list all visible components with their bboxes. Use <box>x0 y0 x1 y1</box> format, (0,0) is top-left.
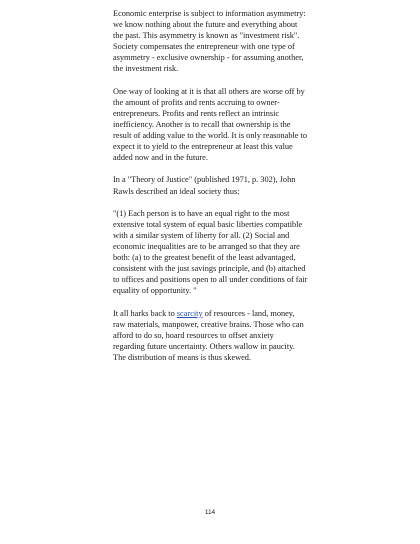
text-line: The distribution of means is thus skewed. <box>113 352 252 362</box>
text-line: with a similar system of liberty for all. (2) Social and <box>113 230 290 240</box>
text-line: added now and in the future. <box>113 153 208 163</box>
text-line: Economic enterprise is subject to information asymmetry: <box>113 9 306 18</box>
body-text <box>113 8 323 374</box>
text-line: extensive total system of equal basic liberties compatible <box>113 219 303 229</box>
text-line: both: (a) to the greatest benefit of the least advantaged, <box>113 253 296 263</box>
text-line: asymmetry - exclusive ownership - for assuming another, <box>113 53 304 63</box>
text-fragment: of resources - land, money, <box>202 308 295 318</box>
text-line: inefficiency. Another is to recall that ownership is the <box>113 119 291 129</box>
text-line: consistent with the just savings principle, and (b) attached <box>113 264 306 274</box>
text-line: regarding future uncertainty. Others wallow in paucity. <box>113 341 295 351</box>
text-line: economic inequalities are to be arranged so that they are <box>113 241 300 251</box>
text-line: result of adding value to the world. It is only reasonable to <box>113 131 308 141</box>
page-number: 114 <box>204 509 216 516</box>
text-line: raw materials, manpower, creative brains. Those who can <box>113 319 304 329</box>
paragraph-information-asymmetry <box>113 8 323 75</box>
text-line: the investment risk. <box>113 64 179 74</box>
text-line: equality of opportunity. " <box>113 286 197 296</box>
text-line: entrepreneurs. Profits and rents reflect an intrinsic <box>113 108 280 118</box>
paragraph-profits-and-rents <box>113 86 323 164</box>
text-line: the past. This asymmetry is known as "investment risk". <box>113 31 300 41</box>
text-line-with-link <box>113 308 323 319</box>
paragraph-rawls-quote <box>113 208 323 297</box>
text-line: afford to do so, hoard resources to offset anxiety <box>113 330 274 340</box>
text-line: expect it to yield to the entrepreneur at least this value <box>113 142 293 152</box>
text-line: "(1) Each person is to have an equal right to the most <box>113 208 290 218</box>
text-fragment: It all harks back to <box>113 308 177 318</box>
text-line: Society compensates the entrepreneur with one type of <box>113 42 295 52</box>
text-line: One way of looking at it is that all others are worse off by <box>113 86 305 96</box>
paragraph-scarcity <box>113 308 323 363</box>
text-line: In a "Theory of Justice" (published 1971, p. 302), John <box>113 175 296 185</box>
paragraph-rawls-intro <box>113 174 323 196</box>
text-line: Rawls described an ideal society thus: <box>113 186 240 196</box>
text-line: the amount of profits and rents accruing to owner- <box>113 97 280 107</box>
text-line: we know nothing about the future and everything about <box>113 20 298 30</box>
scarcity-link[interactable]: scarcity <box>176 308 203 318</box>
text-line: to offices and positions open to all under conditions of fair <box>113 275 308 285</box>
